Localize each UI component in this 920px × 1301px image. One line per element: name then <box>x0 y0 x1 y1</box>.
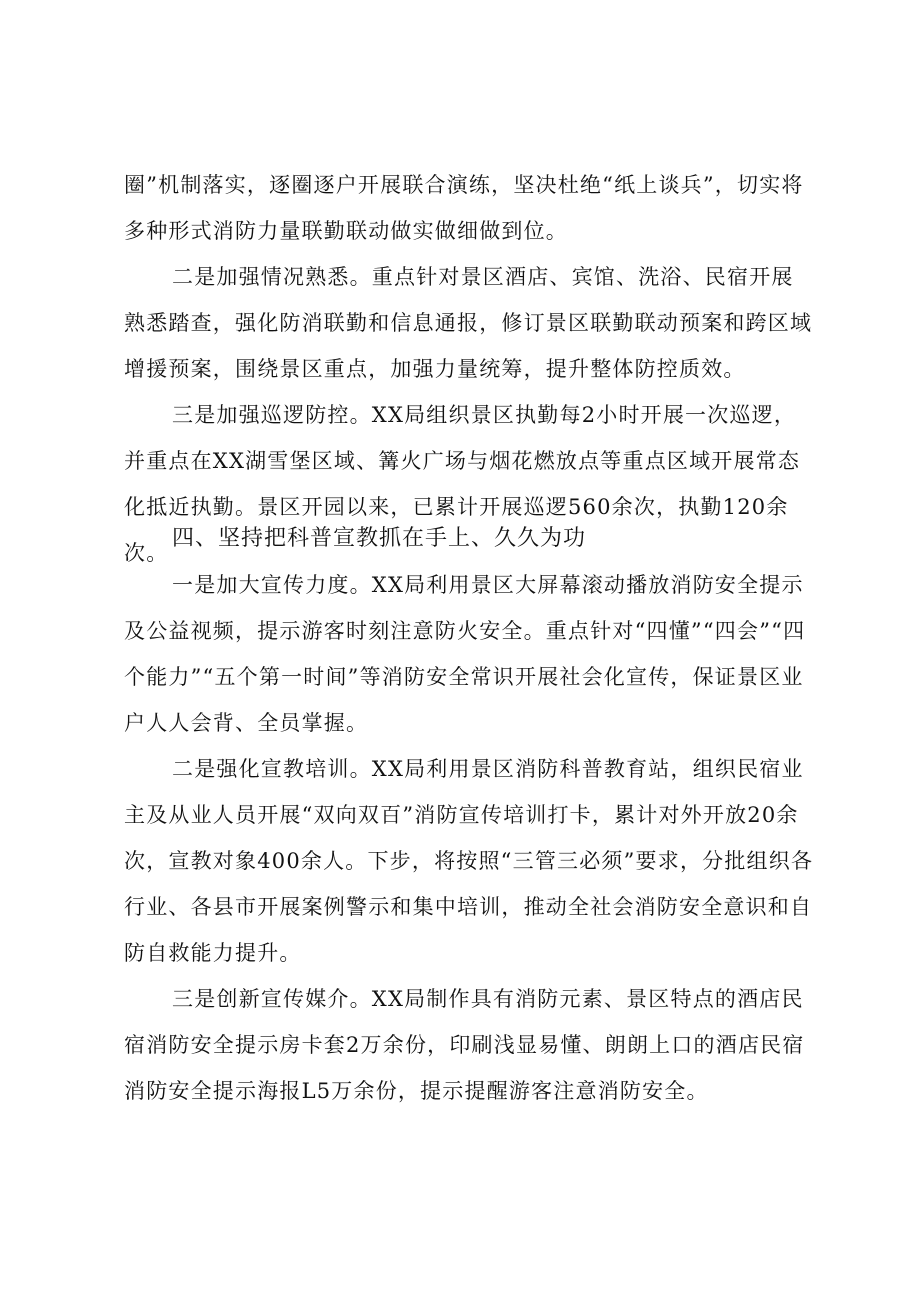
paragraph-text: 一是加大宣传力度。XX局利用景区大屏幕滚动播放消防安全提示及公益视频，提示游客时刻注意防火安全。重点针对“四懂”“四会”“四个能力”“五个第一时间”等消防安全常识开展社会化宣传，保证景区业户人人会背、全员掌握。 <box>124 573 806 735</box>
paragraph-continuation <box>124 162 814 254</box>
paragraph-situation-familiarization <box>124 254 814 392</box>
paragraph-text: 二是强化宣教培训。XX局利用景区消防科普教育站，组织民宿业主及从业人员开展“双向双百”消防宣传培训打卡，累计对外开放20余次，宣教对象400余人。下步，将按照“三管三必须”要求，分批组织各行业、各县市开展案例警示和集中培训，推动全社会消防安全意识和自防自救能力提升。 <box>124 757 814 965</box>
paragraph-text: 三是创新宣传媒介。XX局制作具有消防元素、景区特点的酒店民宿消防安全提示房卡套2万余份，印刷浅显易懂、朗朗上口的酒店民宿消防安全提示海报L5万余份，提示提醒游客注意消防安全。 <box>124 987 805 1103</box>
paragraph-publicity <box>124 562 814 746</box>
paragraph-text: 三是加强巡逻防控。XX局组织景区执勤每2小时开展一次巡逻，并重点在XX湖雪堡区域、篝火广场与烟花燃放点等重点区域开展常态化抵近执勤。景区开园以来，已累计开展巡逻560余次，执勤120余次。 <box>124 403 801 565</box>
section-heading-4: 四、坚持把科普宣教抓在手上、久久为功 <box>172 526 587 551</box>
paragraph-media <box>124 976 814 1114</box>
paragraph-text: 二是加强情况熟悉。重点针对景区酒店、宾馆、洗浴、民宿开展熟悉踏查，强化防消联勤和信息通报，修订景区联勤联动预案和跨区域增援预案，围绕景区重点，加强力量统筹，提升整体防控质效。 <box>124 265 813 381</box>
paragraph-training <box>124 746 814 976</box>
paragraph-text: 圈”机制落实，逐圈逐户开展联合演练，坚决杜绝“纸上谈兵”，切实将多种形式消防力量联勤联动做实做细做到位。 <box>124 173 804 243</box>
